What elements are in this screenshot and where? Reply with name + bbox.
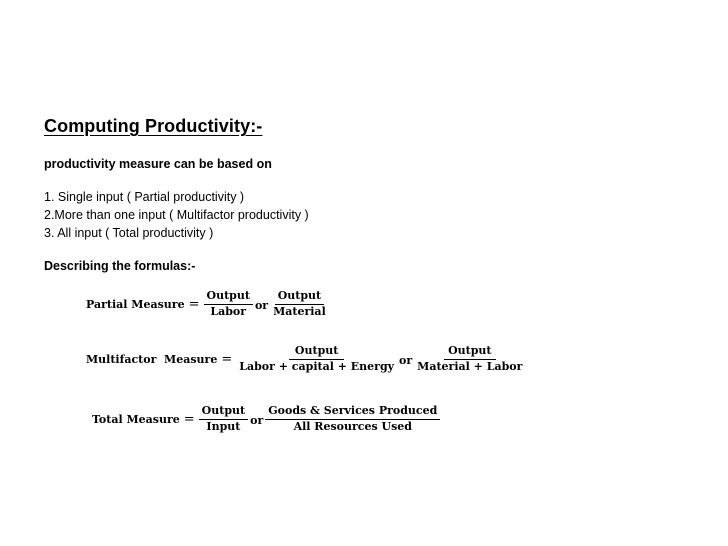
fraction — [236, 345, 397, 373]
equals-sign: = — [183, 411, 195, 427]
or-text: or — [399, 353, 413, 367]
formulas-heading: Describing the formulas:- — [44, 259, 196, 273]
numerator: Output — [204, 290, 253, 305]
list-item: 3. All input ( Total productivity ) — [44, 226, 214, 240]
fraction — [199, 405, 248, 433]
numerator: Output — [275, 290, 324, 305]
denominator: Material + Labor — [417, 359, 523, 373]
intro-text: productivity measure can be based on — [44, 157, 272, 171]
numerator: Output — [289, 345, 344, 360]
denominator: Material — [273, 304, 326, 318]
partial-measure-formula — [86, 290, 329, 318]
numerator: Output — [199, 405, 248, 420]
fraction — [204, 290, 253, 318]
denominator: All Resources Used — [293, 419, 412, 433]
list-item: 2.More than one input ( Multifactor productivity ) — [44, 208, 309, 222]
list-item: 1. Single input ( Partial productivity ) — [44, 190, 245, 204]
denominator: Labor — [210, 304, 247, 318]
or-text: or — [254, 298, 269, 312]
page-heading: Computing Productivity:- — [44, 116, 263, 136]
fraction — [270, 290, 329, 318]
equals-sign: = — [221, 351, 233, 367]
fraction — [265, 405, 440, 433]
total-measure-formula — [92, 405, 440, 433]
multifactor-measure-formula — [86, 345, 525, 373]
denominator: Input — [206, 419, 241, 433]
or-text: or — [250, 413, 264, 427]
denominator: Labor + capital + Energy — [239, 359, 395, 373]
equals-sign: = — [188, 296, 200, 312]
multifactor-measure-label: Multifactor Measure — [86, 352, 218, 366]
partial-measure-label: Partial Measure — [86, 297, 185, 311]
numerator: Goods & Services Produced — [265, 405, 440, 420]
numerator: Output — [444, 345, 495, 360]
fraction — [414, 345, 525, 373]
total-measure-label: Total Measure — [92, 412, 180, 426]
